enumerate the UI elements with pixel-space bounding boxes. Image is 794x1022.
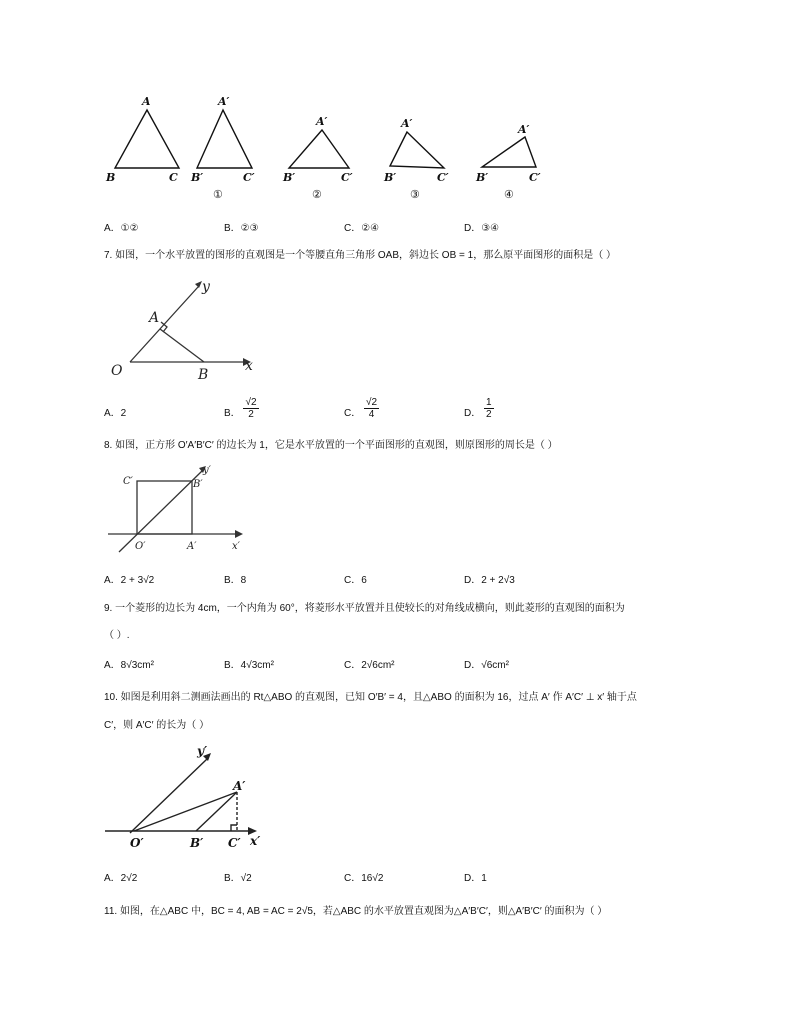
label-C1: C′ [243, 171, 255, 184]
q7-option-c-num: √2 [366, 396, 378, 408]
q6-option-c[interactable]: C．②④ [344, 223, 380, 234]
q8-stem: 8. 如图，正方形 O′A′B′C′ 的边长为 1，它是水平放置的一个平面图形的直观图，则原图形的周长是（ ） [104, 440, 558, 451]
triangle-3 [390, 132, 444, 168]
q7-option-d-num: 1 [486, 396, 492, 408]
label-A: A [149, 310, 160, 326]
circled-4: ④ [504, 188, 514, 201]
q7-option-d[interactable] [464, 396, 494, 420]
q8-option-c[interactable]: C．6 [344, 575, 367, 586]
q7-option-b-den: 2 [248, 408, 254, 420]
y-arrow-icon [195, 281, 202, 288]
q9-option-c[interactable]: C．2√6cm² [344, 660, 395, 671]
q7-option-b[interactable] [224, 396, 259, 420]
label-A4: A′ [518, 123, 530, 136]
q7-stem: 7. 如图，一个水平放置的图形的直观图是一个等腰直角三角形 OAB，斜边长 OB = 1，那么原平面图形的面积是（ ） [104, 250, 616, 261]
label-B1: B′ [191, 171, 204, 184]
label-y: y′ [203, 465, 211, 476]
label-O: O [111, 363, 123, 379]
label-C2: C′ [341, 171, 353, 184]
label-A3: A′ [401, 117, 413, 130]
q6-option-b[interactable]: B．②③ [224, 223, 259, 234]
label-C4: C′ [529, 171, 541, 184]
label-C3: C′ [437, 171, 449, 184]
q10-option-a[interactable]: A．2√2 [104, 873, 138, 884]
label-A: A [142, 95, 151, 108]
label-C: C′ [123, 476, 133, 487]
q7-option-c[interactable] [344, 396, 379, 420]
q10-stem: 10. 如图是利用斜二测画法画出的 Rt△ABO 的直观图，已知 O′B′ = 4，且△ABO 的面积为 16，过点 A′ 作 A′C′ ⊥ x′ 轴于点 [104, 692, 637, 703]
q7-option-c-den: 4 [368, 408, 375, 420]
q7-option-a[interactable]: A．2 [104, 408, 127, 419]
triangle-2 [289, 130, 349, 168]
triangle-4 [482, 137, 536, 167]
label-A: A′ [187, 541, 197, 552]
q8-figure [105, 460, 255, 555]
q7-figure [105, 275, 265, 385]
segment-OA [134, 792, 237, 831]
q10-figure [100, 740, 275, 855]
q10-stem-line2: C′，则 A′C′ 的长为（ ） [104, 720, 210, 731]
q10-option-c[interactable]: C．16√2 [344, 873, 384, 884]
q8-option-b[interactable]: B．8 [224, 575, 247, 586]
label-O: O′ [135, 541, 146, 552]
label-x: x [245, 358, 253, 374]
q6-option-d[interactable]: D．③④ [464, 223, 500, 234]
label-B4: B′ [476, 171, 489, 184]
circled-3: ③ [410, 188, 420, 201]
label-C: C [169, 171, 178, 184]
q7-option-d-prefix: D． [464, 408, 482, 419]
label-y: y [202, 279, 210, 295]
circled-1: ① [213, 188, 223, 201]
q9-stem-line2: （ ）. [104, 630, 130, 641]
q7-option-d-den: 2 [486, 408, 492, 420]
right-angle-mark [231, 825, 237, 831]
label-y: y′ [197, 744, 208, 758]
q9-option-d[interactable]: D．√6cm² [464, 660, 509, 671]
label-B: B′ [190, 836, 204, 850]
q7-option-b-prefix: B． [224, 408, 241, 419]
label-B: B [106, 171, 116, 184]
label-A2: A′ [316, 115, 328, 128]
triangle-abc [115, 110, 179, 168]
q9-option-b[interactable]: B．4√3cm² [224, 660, 274, 671]
circled-2: ② [312, 188, 322, 201]
x-arrow-icon [235, 530, 243, 538]
label-A1: A′ [218, 95, 230, 108]
q10-option-d[interactable]: D．1 [464, 873, 487, 884]
label-B: B′ [193, 479, 203, 490]
q8-option-d[interactable]: D．2 + 2√3 [464, 575, 515, 586]
label-B3: B′ [384, 171, 397, 184]
label-C: C′ [228, 836, 241, 850]
label-O: O′ [130, 836, 144, 850]
q9-option-a[interactable]: A．8√3cm² [104, 660, 154, 671]
label-x: x′ [250, 834, 261, 848]
q8-option-a[interactable]: A．2 + 3√2 [104, 575, 155, 586]
triangle-1 [197, 110, 252, 168]
label-x: x′ [232, 541, 240, 552]
label-A: A′ [233, 779, 246, 793]
q7-option-c-prefix: C． [344, 408, 362, 419]
label-B2: B′ [283, 171, 296, 184]
segment-AB [160, 329, 204, 362]
y-axis [130, 759, 207, 833]
q10-option-b[interactable]: B．√2 [224, 873, 252, 884]
label-B: B [198, 367, 209, 383]
triangles-figure [95, 90, 565, 205]
q6-option-a[interactable]: A．①② [104, 223, 139, 234]
q7-option-b-num: √2 [245, 396, 257, 408]
q9-stem: 9. 一个菱形的边长为 4cm，一个内角为 60°，将菱形水平放置并且使较长的对角线成横向，则此菱形的直观图的面积为 [104, 603, 625, 614]
q11-stem: 11. 如图，在△ABC 中，BC = 4, AB = AC = 2√5，若△ABC 的水平放置直观图为△A′B′C′，则△A′B′C′ 的面积为（ ） [104, 906, 608, 917]
